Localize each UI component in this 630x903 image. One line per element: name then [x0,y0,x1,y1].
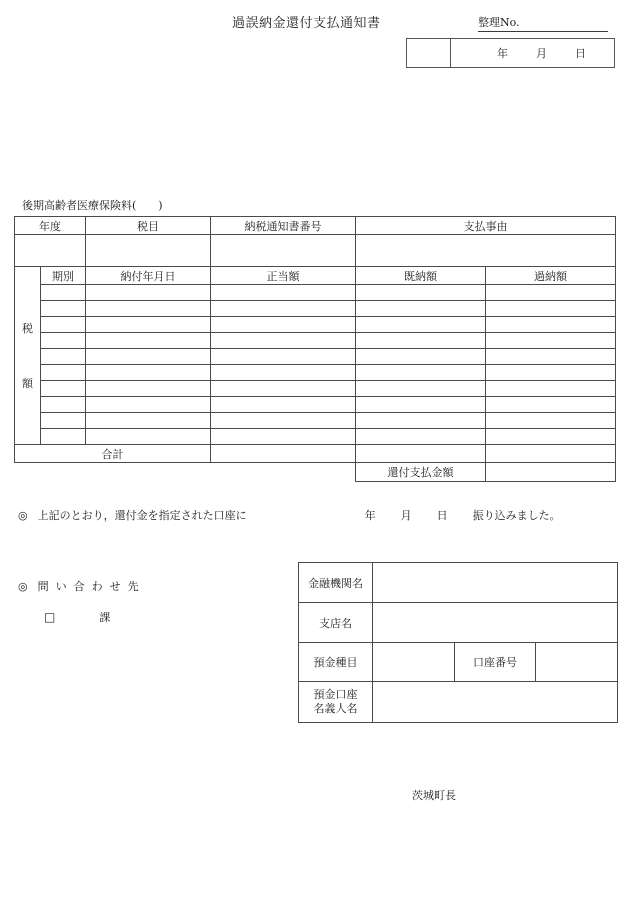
statement-day-label: 日 [436,509,448,522]
bank-kind-row [299,643,618,682]
cell-overpaid-amount[interactable] [486,381,616,397]
cell-installment[interactable] [41,317,86,333]
transfer-statement [18,507,561,523]
reference-number-field[interactable] [478,14,608,32]
cell-payment-date[interactable] [86,317,211,333]
vertical-label-tax-amount [15,267,41,445]
table-row [15,317,616,333]
cell-paid-amount[interactable] [356,429,486,445]
table-total-row [15,445,616,463]
vertical-label-char-1: 税 [22,322,33,335]
cell-installment[interactable] [41,381,86,397]
account-holder-value[interactable] [373,682,618,723]
cell-overpaid-amount[interactable] [486,365,616,381]
cell-installment[interactable] [41,365,86,381]
cell-proper-amount[interactable] [211,429,356,445]
statement-year-label: 年 [364,509,376,522]
refund-amount-value[interactable] [486,463,616,482]
cell-payment-date[interactable] [86,413,211,429]
cell-payment-date[interactable] [86,381,211,397]
cell-payment-date[interactable] [86,333,211,349]
cell-paid-amount[interactable] [356,333,486,349]
vertical-label-char-2: 額 [22,377,33,390]
cell-installment[interactable] [41,333,86,349]
cell-payment-date[interactable] [86,429,211,445]
total-paid-amount[interactable] [356,445,486,463]
table-entry-row [15,235,616,267]
cell-paid-amount[interactable] [356,349,486,365]
cell-installment[interactable] [41,429,86,445]
cell-overpaid-amount[interactable] [486,301,616,317]
cell-payment-reason-value[interactable] [356,235,616,267]
cell-payment-date[interactable] [86,349,211,365]
cell-installment[interactable] [41,397,86,413]
refund-amount-label: 還付支払金額 [356,463,486,482]
bank-institution-label: 金融機関名 [299,563,373,603]
account-number-value[interactable] [536,643,618,682]
table-top-header-row [15,217,616,235]
table-row [15,333,616,349]
cell-proper-amount[interactable] [211,365,356,381]
date-day-label: 日 [575,47,586,60]
header-notice-number: 納税通知書番号 [211,217,356,235]
cell-paid-amount[interactable] [356,285,486,301]
account-holder-label [299,682,373,723]
cell-overpaid-amount[interactable] [486,397,616,413]
checkbox-icon[interactable]: □ [44,610,56,624]
refund-row-spacer [15,463,356,482]
table-row [15,349,616,365]
statement-text-after: 振り込みました。 [472,509,561,522]
cell-installment[interactable] [41,301,86,317]
table-row [15,301,616,317]
deposit-type-value[interactable] [373,643,455,682]
cell-installment[interactable] [41,285,86,301]
header-proper-amount: 正当額 [211,267,356,285]
cell-payment-date[interactable] [86,285,211,301]
date-box [406,38,615,68]
table-sub-header-row [15,267,616,285]
cell-paid-amount[interactable] [356,381,486,397]
date-year-label: 年 [497,47,508,60]
contact-department-label: 課 [99,611,111,624]
bank-branch-row [299,603,618,643]
table-row [15,413,616,429]
bullet-icon: ◎ [18,509,28,522]
header-installment: 期別 [41,267,86,285]
table-row [15,381,616,397]
cell-proper-amount[interactable] [211,301,356,317]
cell-fiscal-year-value[interactable] [15,235,86,267]
total-overpaid-amount[interactable] [486,445,616,463]
page-title: 過誤納金還付支払通知書 [232,16,381,31]
bank-branch-label: 支店名 [299,603,373,643]
contact-section-title [18,578,146,594]
header-tax-item: 税目 [86,217,211,235]
cell-proper-amount[interactable] [211,317,356,333]
reference-number-label: 整理No. [478,16,520,29]
date-month-label: 月 [536,47,547,60]
tax-amount-table [14,216,616,482]
statement-text-before: 上記のとおり，還付金を指定された口座に [37,509,247,522]
cell-paid-amount[interactable] [356,317,486,333]
table-row [15,397,616,413]
deposit-type-label: 預金種目 [299,643,373,682]
bank-institution-value[interactable] [373,563,618,603]
cell-proper-amount[interactable] [211,349,356,365]
bank-institution-row [299,563,618,603]
date-box-right-cell[interactable] [451,39,614,67]
header-payment-reason: 支払事由 [356,217,616,235]
cell-installment[interactable] [41,349,86,365]
insurance-category-label: 後期高齢者医療保険料( ) [22,199,163,212]
bullet-icon: ◎ [18,580,28,593]
bank-holder-row [299,682,618,723]
total-label: 合計 [15,445,211,463]
cell-paid-amount[interactable] [356,413,486,429]
cell-notice-number-value[interactable] [211,235,356,267]
cell-overpaid-amount[interactable] [486,285,616,301]
cell-proper-amount[interactable] [211,285,356,301]
bank-branch-value[interactable] [373,603,618,643]
account-holder-label-line2: 名義人名 [313,702,358,715]
cell-paid-amount[interactable] [356,397,486,413]
table-row [15,429,616,445]
cell-tax-item-value[interactable] [86,235,211,267]
header-fiscal-year: 年度 [15,217,86,235]
account-holder-label-line1: 預金口座 [313,688,358,702]
total-proper-amount[interactable] [211,445,356,463]
cell-proper-amount[interactable] [211,381,356,397]
table-row [15,285,616,301]
cell-payment-date[interactable] [86,301,211,317]
contact-department-row [44,609,110,625]
cell-overpaid-amount[interactable] [486,349,616,365]
cell-payment-date[interactable] [86,365,211,381]
table-refund-row [15,463,616,482]
cell-overpaid-amount[interactable] [486,429,616,445]
header-overpaid-amount: 過納額 [486,267,616,285]
cell-paid-amount[interactable] [356,301,486,317]
cell-proper-amount[interactable] [211,397,356,413]
cell-proper-amount[interactable] [211,413,356,429]
date-box-left-cell[interactable] [407,39,451,67]
issuer-signature: 茨城町長 [412,789,456,802]
cell-overpaid-amount[interactable] [486,413,616,429]
table-row [15,365,616,381]
cell-proper-amount[interactable] [211,333,356,349]
cell-installment[interactable] [41,413,86,429]
cell-overpaid-amount[interactable] [486,317,616,333]
header-payment-date: 納付年月日 [86,267,211,285]
bank-account-table [298,562,618,723]
account-number-label: 口座番号 [454,643,536,682]
contact-title-label: 問い合わせ先 [37,580,146,593]
header-paid-amount: 既納額 [356,267,486,285]
cell-overpaid-amount[interactable] [486,333,616,349]
cell-paid-amount[interactable] [356,365,486,381]
cell-payment-date[interactable] [86,397,211,413]
statement-month-label: 月 [400,509,412,522]
